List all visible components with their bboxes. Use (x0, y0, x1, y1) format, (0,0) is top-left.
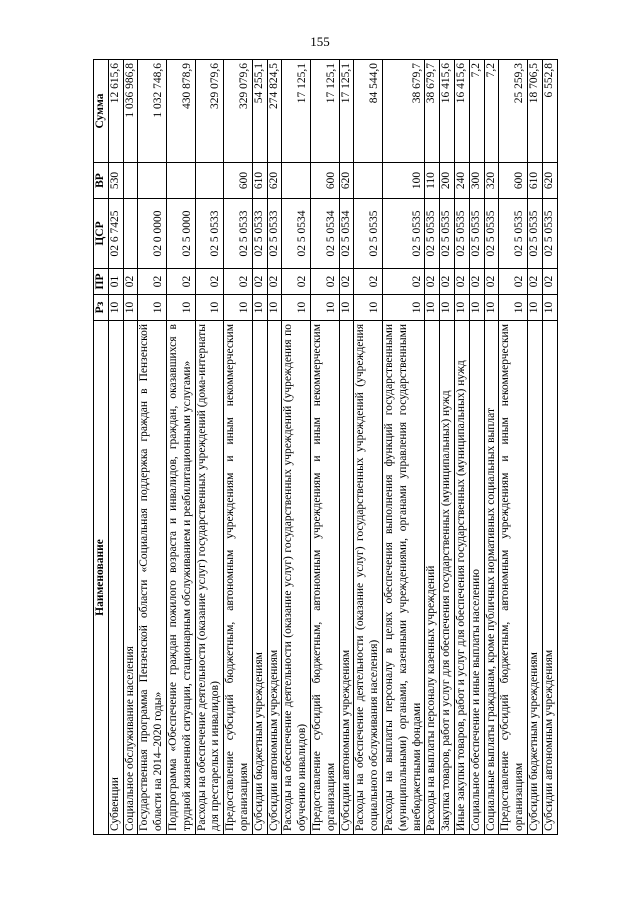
cell-sum: 1 036 986,8 (123, 60, 138, 163)
cell-csr: 02 5 0535 (425, 199, 440, 269)
cell-rz: 10 (123, 295, 138, 321)
cell-csr: 02 5 0535 (382, 199, 424, 269)
cell-csr: 02 5 0535 (484, 199, 499, 269)
cell-csr: 02 5 0533 (267, 199, 282, 269)
table-row (382, 60, 424, 835)
cell-csr: 02 0 0000 (138, 199, 167, 269)
table-row (454, 60, 469, 835)
cell-rz: 10 (527, 295, 542, 321)
cell-name: Предоставление субсидий бюджетным, автономным учреждениям и иным некоммерческим организациям (310, 321, 339, 835)
cell-name: Предоставление субсидий бюджетным, автономным учреждениям и иным некоммерческим организациям (224, 321, 253, 835)
cell-sum: 329 079,6 (195, 60, 224, 163)
cell-vr: 240 (454, 163, 469, 199)
cell-rz: 10 (454, 295, 469, 321)
cell-pr: 02 (499, 269, 528, 295)
cell-vr (354, 163, 383, 199)
table-row (108, 60, 123, 835)
page-number: 155 (310, 34, 330, 49)
cell-csr: 02 5 0000 (166, 199, 195, 269)
cell-csr: 02 5 0534 (282, 199, 311, 269)
cell-vr: 610 (252, 163, 267, 199)
table-row (469, 60, 484, 835)
cell-pr: 02 (166, 269, 195, 295)
header-vr: ВР (94, 163, 109, 199)
cell-sum: 274 824,5 (267, 60, 282, 163)
cell-pr: 02 (224, 269, 253, 295)
cell-rz: 10 (252, 295, 267, 321)
cell-csr: 02 5 0535 (354, 199, 383, 269)
cell-name: Расходы на обеспечение деятельности (оказание услуг) государственных учреждений (дома-интернаты для престарелых и инвалидов) (195, 321, 224, 835)
cell-pr: 01 (108, 269, 123, 295)
cell-pr: 02 (440, 269, 455, 295)
cell-rz: 10 (484, 295, 499, 321)
cell-sum: 430 878,9 (166, 60, 195, 163)
cell-rz: 10 (282, 295, 311, 321)
cell-sum: 84 544,0 (354, 60, 383, 163)
cell-rz: 10 (339, 295, 354, 321)
cell-name: Субсидии автономным учреждениям (542, 321, 557, 835)
cell-pr: 02 (138, 269, 167, 295)
cell-name: Субсидии бюджетным учреждениям (527, 321, 542, 835)
cell-sum: 17 125,1 (339, 60, 354, 163)
cell-rz: 10 (382, 295, 424, 321)
cell-pr: 02 (123, 269, 138, 295)
cell-sum: 1 032 748,6 (138, 60, 167, 163)
header-rz: Рз (94, 295, 109, 321)
header-csr: ЦСР (94, 199, 109, 269)
header-name: Наименование (94, 321, 109, 835)
cell-name: Субвенции (108, 321, 123, 835)
cell-rz: 10 (108, 295, 123, 321)
cell-name: Субсидии автономным учреждениям (267, 321, 282, 835)
cell-name: Подпрограмма «Обеспечение граждан пожилого возраста и инвалидов, граждан, оказавшихся в трудной жизненной ситуации, стационарным обслуживанием и реабилитационными услугами» (166, 321, 195, 835)
table-row (484, 60, 499, 835)
cell-pr: 02 (267, 269, 282, 295)
cell-vr: 620 (542, 163, 557, 199)
cell-name: Расходы на выплаты персоналу в целях обеспечения выполнения функций государственными (муниципальными) органами, казенными учреждениями, органами управления государственными внебюджетными фондами (382, 321, 424, 835)
cell-pr: 02 (542, 269, 557, 295)
cell-csr: 02 6 7425 (108, 199, 123, 269)
cell-name: Расходы на обеспечение деятельности (оказание услуг) государственных учреждений (учреждения по обучению инвалидов) (282, 321, 311, 835)
cell-vr (195, 163, 224, 199)
cell-sum: 6 552,8 (542, 60, 557, 163)
cell-vr: 620 (267, 163, 282, 199)
cell-sum: 16 415,6 (454, 60, 469, 163)
cell-rz: 10 (267, 295, 282, 321)
table-row (282, 60, 311, 835)
header-pr: ПР (94, 269, 109, 295)
cell-name: Субсидии бюджетным учреждениям (252, 321, 267, 835)
table-row (354, 60, 383, 835)
cell-vr: 620 (339, 163, 354, 199)
cell-vr: 320 (484, 163, 499, 199)
cell-csr: 02 5 0535 (499, 199, 528, 269)
cell-vr: 100 (382, 163, 424, 199)
cell-sum: 18 706,5 (527, 60, 542, 163)
cell-vr: 200 (440, 163, 455, 199)
cell-csr: 02 5 0533 (252, 199, 267, 269)
rotated-table-container (93, 60, 555, 835)
cell-csr: 02 5 0533 (195, 199, 224, 269)
cell-sum: 7,2 (484, 60, 499, 163)
cell-vr: 600 (310, 163, 339, 199)
cell-vr (123, 163, 138, 199)
cell-name: Предоставление субсидий бюджетным, автономным учреждениям и иным некоммерческим организациям (499, 321, 528, 835)
cell-name: Социальное обеспечение и иные выплаты населению (469, 321, 484, 835)
cell-rz: 10 (195, 295, 224, 321)
cell-name: Расходы на обеспечение деятельности (оказание услуг) государственных учреждений (учреждения социального обслуживания населения) (354, 321, 383, 835)
cell-vr: 610 (527, 163, 542, 199)
cell-pr: 02 (354, 269, 383, 295)
cell-csr (123, 199, 138, 269)
cell-vr (138, 163, 167, 199)
cell-csr: 02 5 0534 (339, 199, 354, 269)
cell-rz: 10 (440, 295, 455, 321)
cell-name: Иные закупки товаров, работ и услуг для обеспечения государственных (муниципальных) нужд (454, 321, 469, 835)
header-sum: Сумма (94, 60, 109, 163)
table-row (542, 60, 557, 835)
cell-name: Государственная программа Пензенской области «Социальная поддержка граждан в Пензенской области на 2014–2020 годы» (138, 321, 167, 835)
cell-sum: 25 259,3 (499, 60, 528, 163)
table-row (440, 60, 455, 835)
cell-sum: 17 125,1 (310, 60, 339, 163)
cell-pr: 02 (527, 269, 542, 295)
cell-csr: 02 5 0535 (542, 199, 557, 269)
cell-name: Социальные выплаты гражданам, кроме публичных нормативных социальных выплат (484, 321, 499, 835)
cell-rz: 10 (425, 295, 440, 321)
cell-rz: 10 (224, 295, 253, 321)
cell-rz: 10 (310, 295, 339, 321)
cell-rz: 10 (542, 295, 557, 321)
cell-rz: 10 (469, 295, 484, 321)
table-row (123, 60, 138, 835)
cell-vr (282, 163, 311, 199)
budget-table (93, 59, 558, 835)
cell-sum: 12 615,6 (108, 60, 123, 163)
cell-rz: 10 (354, 295, 383, 321)
cell-pr: 02 (484, 269, 499, 295)
table-row (527, 60, 542, 835)
cell-pr: 02 (425, 269, 440, 295)
cell-csr: 02 5 0535 (440, 199, 455, 269)
cell-sum: 54 255,1 (252, 60, 267, 163)
cell-name: Субсидии автономным учреждениям (339, 321, 354, 835)
table-row (138, 60, 167, 835)
cell-sum: 38 679,7 (425, 60, 440, 163)
cell-rz: 10 (499, 295, 528, 321)
table-row (310, 60, 339, 835)
cell-name: Расходы на выплаты персоналу казенных учреждений (425, 321, 440, 835)
table-header-row (94, 60, 109, 835)
cell-vr: 110 (425, 163, 440, 199)
cell-pr: 02 (469, 269, 484, 295)
table-row (499, 60, 528, 835)
table-row (425, 60, 440, 835)
table-row (195, 60, 224, 835)
cell-csr: 02 5 0535 (454, 199, 469, 269)
cell-rz: 10 (138, 295, 167, 321)
table-row (267, 60, 282, 835)
cell-vr: 600 (499, 163, 528, 199)
cell-vr: 600 (224, 163, 253, 199)
cell-sum: 7,2 (469, 60, 484, 163)
cell-pr: 02 (310, 269, 339, 295)
cell-csr: 02 5 0533 (224, 199, 253, 269)
table-row (166, 60, 195, 835)
cell-vr: 530 (108, 163, 123, 199)
cell-sum: 38 679,7 (382, 60, 424, 163)
cell-pr: 02 (382, 269, 424, 295)
cell-name: Социальное обслуживание населения (123, 321, 138, 835)
table-row (224, 60, 253, 835)
cell-csr: 02 5 0535 (469, 199, 484, 269)
cell-sum: 17 125,1 (282, 60, 311, 163)
cell-pr: 02 (339, 269, 354, 295)
cell-vr (166, 163, 195, 199)
table-row (339, 60, 354, 835)
cell-name: Закупка товаров, работ и услуг для обеспечения государственных (муниципальных) нужд (440, 321, 455, 835)
cell-csr: 02 5 0534 (310, 199, 339, 269)
cell-sum: 329 079,6 (224, 60, 253, 163)
cell-sum: 16 415,6 (440, 60, 455, 163)
cell-pr: 02 (454, 269, 469, 295)
cell-pr: 02 (195, 269, 224, 295)
cell-rz: 10 (166, 295, 195, 321)
cell-pr: 02 (282, 269, 311, 295)
cell-vr: 300 (469, 163, 484, 199)
table-row (252, 60, 267, 835)
cell-pr: 02 (252, 269, 267, 295)
cell-csr: 02 5 0535 (527, 199, 542, 269)
